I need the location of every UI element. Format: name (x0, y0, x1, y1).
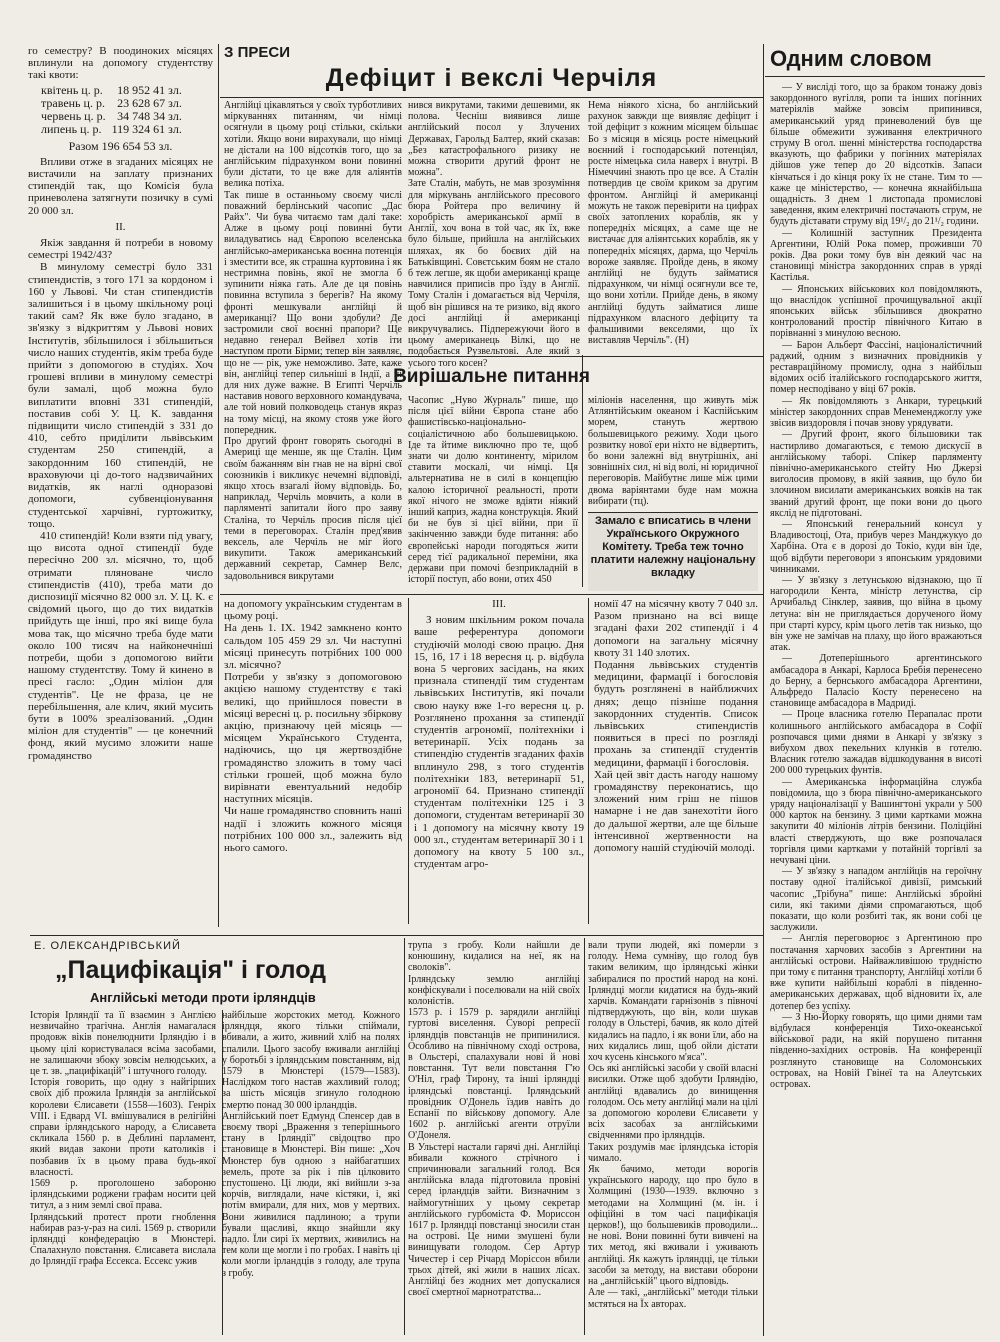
brief-item: — У висліді того, що за браком тонажу довіз закордонного вугілля, ропи та інших погінних матеріялів майже зовсім припинився, американський уряд приневолений був ще більше обмежити зуживання електричного струму В огол. шенні міністерства господарства вказують, що фабрики у погінних матеріялах дійшов уже тепер до 20 відсотків. Запаси кінчаться і до кінця року їх не стане. Тим то — каже це міністерство, — конечна якнайбільша ощадність. З днем 1 листопада промислові заведення, яким електричні постачають струм, не будуть діставати струму від 19¹/₂ до 21¹/₂ години. (770, 82, 982, 228)
quota-amount: 119 324 61 зл. (111, 121, 182, 136)
report-column-3: номії 47 на місячну квоту 7 040 зл. Разом признано на всі вище згадані фахи 202 стипендії і 4 допомоги на загальну місячну квоту 31 140 злотих. Подання львівських студентів медицини, фармації і богословія будуть розглянені в найближчих днях; дещо пізніше подання закордонних студентів. Список львівських стипендистів появиться в пресі по розгляді прохань за стипендії студентів медицини, фармації і богословія. Хай цей звіт дасть нагоду нашому громадянству переконатись, що зложений ним гріш не пішов намарне і не дав занехотіти його до дальшої жертви, але ще більше інтенсивної жертвенности на допомогу нашій студіючій молоді. (594, 598, 758, 855)
press-column-3: Нема ніякого хісна, бо англійський рахунок завжди ще виявляє дефіцит і той дефіцит з кожним місяцем більшає Бо з місяця в місяць росте німецький воєнний і господарський потенціял, росте німецька сила наверх і внутрі. В Німеччині знають про це все. А Сталін потвердив це своїм криком за другим фронтом. Англійці й американці можуть не також перевірити на цифрах своїх затоплених кораблів, як у попередніх місяцях, а саме ще не вистачає для аліянтських кораблів, як у попередніх місяцях, дарма, що Черчіль вороже заявляє. Пройде день, в якому англійці не будуть займатися підрахунком, чи німці осягнули все те, що вони хотіли. Прийде день, в якому англійці будуть займатися лише підрахунком власного дефіциту та фальшивими векселями, що їх виставляв Черчіль". (Н) (588, 100, 758, 347)
brief-item: — Як повідомляють з Анкари, турецький міністер закордонних справ Менеменджоглу уже звісив виздоровля і почав знову урядувати. (770, 395, 982, 430)
article-title: Вирішальне питання (393, 366, 590, 387)
brief-item: — Англія переговорює з Аргентиною про постачання харчових засобів з Аргентини на англійські острови. Найважливішою трудністю при тому є питання транспорту, Англійці хотіли б вже купити найбільші кораблі в південно-американських державах, щоб відновити їх, але дотепер без успіху. (770, 933, 982, 1012)
pacification-column-1: Історія Ірляндії та її взаємин з Англією незвичайно трагічна. Англія намагалася продовж віків понелюднити Ірляндію і в цьому цілі користувалася всіма засобами, не залишаючи збоку зовсім нелюдських, а це т. зв. „пацифікацій" і штучного голоду. Історія говорить, що одну з найгірших своїх діб прожила Ірляндія за англійської королеви Єлисавети (1558—1603). Генріх VIII. і Едвард VI. вмішувалися в релігійні справи ірляндського народу, а Єлисавета скликала 1560 р. в Деблині парламент, який видав закони проти католиків і позбавив їх в цьому права будь-якої власності. 1569 р. проголошено забороню ірляндськими роджени графам носити цей титул, а з ним землі свої права. Ірляндський протест проти гноблення набирав раз-у-раз на силі. 1569 р. створили ірляндці конфедерацію в Мюнстері. Спалахнуло повстання. Єлисавета вислала до Ірляндії графа Ессекса. Ессекс ужив (30, 1010, 216, 1268)
quota-total: Разом 196 654 53 зл. (68, 138, 173, 153)
column-rule (588, 598, 589, 924)
quota-month: травень ц. р. (41, 95, 105, 110)
column-rule (218, 44, 219, 927)
quota-amount: 23 628 67 зл. (117, 95, 182, 110)
quota-row (38, 110, 185, 123)
quota-row (38, 97, 185, 110)
article-title: Дефіцит і векслі Черчіля (325, 64, 658, 92)
brief-item: — У зв'язку з нападом англійців на героїчну поставу одної італійської дивізії, римський часопис „Трібуна" пише: Англійські збройні сили, які такими діями спромагаються, щоб показати, що коли розбиті так, як вони собі це заслужили. (770, 866, 982, 934)
brief-item: — Барон Альберт Фассіні, націоналістичний раджий, одним з визначних провідників у реставраційному промислу, одна з найбільш відомих осіб італійського господарського життя, помер несподівано у віці 67 років. (770, 339, 982, 396)
decisive-column-2: міліонів населення, що живуть між Атлянтійським океаном і Каспійським морем, стануть жертвою большевицького режиму. Ходи цього розвитку нової ери ніхто не відвертить, бо вони залежні від внутрішніх, ані зовнішніх сил, ні від волі, ні юридичної переговорів. Майбутнє лише між цими двома варіянтами буде нам можна вибирати (тц). (588, 395, 758, 507)
decisive-column-1: Часопис „Нуво Журналь" пише, що після цієї війни Європа стане або фашистівсько-національно-соціалістичною або большевицькою. Іде та йтиме виключно про те, щоб знати чи долю континенту, мірилом ставити москалі, чи німці. Ця альтернатива не в силі в концепцію калою історичної реальності, проти якої нічого не зможе вдіяти ніякий інший каприз, жадна конструкція. Який би не був зі цієї війни, при її закінченню завжди буде питання: або європейські народи погодяться жити серед тієї радикальної переміни, яка держави при помочі безприкладній в історії поступ, або вони, отих 450 (408, 395, 578, 586)
pacification-column-2: найбільше жорстоких метод. Кожного ірляндця, якого тільки спіймали, вбивали, а жито, живний хліб на полях спалили. Цього засобу вживали англійці у боротьбі з ірляндським повстанням, від 1579 в Мюнстері (1579—1583). Наслідком того настав жахливий голод; за шість місяців згинуло голодною смертю понад 30 000 ірландців. Англійський поет Едмунд Спенсер дав в своєму творі „Враження з теперішнього стану в Ірляндії" свідоцтво про становище в Мюнстері. Він пише: „Хоч Мюнстер був одною з найбагатших земель, проте за рік і пів цілковито спустошено. Ці люди, які вийшли з-за корчів, виглядали, наче кістяки, і, які потім вмирали, для них, мов у мертвих. Вони живилися падлиною; а трупи бували щасливі, якщо знайшли яку падло. Їли сирі їх мертвих, живились на тем коли ще могли і по гробах. І навіть ці коли могли ірландців з голоду, але трупа з гробу. (222, 1010, 400, 1279)
section-rule (220, 594, 763, 595)
paragraph: 410 стипендій! Коли взяти під увагу, що висота одної стипендії буде пересічно 200 зл. місячно, то, щоб отримати пляноване число стипендистів (410), треба мати до диспозиції місячно 82 000 зл. У. Ц. К. є свідомий цього, що до тих видатків прийдуть ще інші, про які вище була мова так, що місячно треба буде мати около 100 тисяч на найконечніші потреби, щоби з допомогою вийти нашому студентству. Тому й кинено в пресі гасло: „Один міліон для студентів". Це не фраза, це не перебільшення, але клич, який мусить бути в 100% зреалізований. „Один міліон для студентів" — це конечний фонд, який мусимо зложити наше громадянство (28, 529, 213, 762)
article-subtitle: Англійські методи проти ірляндців (90, 990, 316, 1005)
membership-notice: Замало є вписатись в члени Українського Окружного Комітету. Треба теж точно платити належну національну вкладку (588, 512, 758, 591)
brief-item: — Проце власника готелю Перапалас проти колишнього англійського амбасадора в Софії розпочався цими днями в Анкарі у зв'язку з вибухом двох пекельних клунків в готелю. Власник готелю зажадав відшкодування в висоті 200 000 турецьких фунтів. (770, 709, 982, 777)
quota-table (38, 84, 185, 136)
press-column-1: Англійці цікавляться у своїх турботливих міркуваннях питанням, чи німці осягнули в цьому році стільки, скільки хотіли. Якщо вони вирахували, що німці не дістали на 100 відсотків того, що за англійським підрахунком вони повинні були дістати, то це вже для аліянтів велика потіха. Так пише в останньому своєму числі поважний берлінський часопис „Дас Райх". Чи бува читаємо там далі таке: Алже в цьому році повинні бути виладуватись над Європою вселенська англійсько-американська воєнна потенція і зместити все, як страшна куртовина і як нестримна повінь, якої не змогла б зупинити ніяка гать. Але де ця повінь повинна вступила з берегів? На якому фронті мешкували англійці й американці? Що вони здобули? Де застромили свої воєнні прапори? Ще недавно генерал Вейвел хотів іти наступом проти Бірми; тепер він заявляє, що не — рік, уже неможливо. Зате, каже він, англійці тепер сильніші в Індії, а ні для них дуже важне. В Египті Черчіль наставив нового верховного командувача, але той новий полководець станув якраз на тому місці, на якому стояв уже його попередник. Про другий фронт говорять сьогодні в Америці ще менше, як ще Сталін. Цим своїм бажанням він гнав не на вірні свої союзників і викликує нечемні відповіді, якщо хтось взагалі йому відповідь. Бо, наприклад, Черчіль мовчить, а коли в парляменті запитали його про заяву Сталіна, то Черчіль просив після цієї теми в переговорах. Сталін пред'явив вексель, але Черчіль не міг його викупити. Також американський державний секретар, Самнер Велс, задовольнився викрутами (224, 100, 402, 582)
paragraph: Якіж завдання й потреби в новому семестрі 1942/43? (28, 237, 213, 262)
quota-month: липень ц. р. (41, 121, 102, 136)
column-rule (222, 1010, 223, 1335)
report-column-2 (414, 598, 584, 924)
section-number: II. (115, 220, 126, 233)
brief-title: Одним словом (770, 46, 932, 71)
quota-month: червень ц. р. (41, 108, 106, 123)
quota-row (38, 123, 185, 136)
quota-row (38, 84, 185, 97)
article-title: „Пацифікація" і голод (55, 956, 327, 984)
left-column (28, 45, 213, 925)
report-column-1: на допомогу українським студентам в цьому році. На день 1. IX. 1942 замкнено конто сальдом 105 459 29 зл. Чи наступні місяці принесуть потрібних 100 000 зл. місячно? Потреби у зв'язку з допомоговою акцією нашому студентству є такі великі, що прийшлося повести в місяці вересні ц. р. посильну збіркову акцію, признаючу цей місяць — місяцем Українського Студента, надіючись, що ця жертвоздібне громадянство зложить в тому часі стільки грошей, щоб можна було вирівнати евентуальний недобір наступних місяців. Чи наше громадянство сповнить наші надії і зложить кожного місяця потрібних 100 000 зл., залежить від нього самого. (224, 598, 402, 855)
intro-text: го семестру? В поодиноких місяцях вплинули на допомогу студентству такі квоти: (28, 45, 213, 82)
brief-item: — У зв'язку з летунською відзнакою, що її нагородили Кента, міністр летунства, сір Арчибальд Сінклер, заявив, що війна в цьому летуна: він не приглядається дорученого йому при старті курсу, крім цього летів так низько, що він уже не замічав на плаху, що його вражаються атак. (770, 574, 982, 654)
pacification-column-4: вали трупи людей, які померли з голоду. Нема сумніву, що голод був таким великим, що ірляндські жінки забиралися по простий народ на коні. Ірляндці могли кидатися на будь-який харчів. Командати гарнізонів з півночі підтверджують, що він, коли шукав голоду в Ольстері, бачив, як коло дітей кидались на падло, і як вони їли, або на них кидались лиш, щоб ойли дістати хоч кусень кінського м'яса". Ось які англійські засоби у своїй власні висилки. Отже щоб здобути Ірляндію, англійці вдавались до винищення голодом. Ось мету англійці мали на цілі за допомогою королеви Єлисавети у всіх засобах за англійськими свідченнями про ірляндців. Таких роздумів має ірляндська історія чимало. Як бачимо, методи ворогів українського народу, що про було в Холмщині (1930—1939. включно з методами на Холмщині (м. ін. і офіційні в том часі пацифікація церков!), що большевиків проводили... не нові. Вони повинні бути вивчені на тих метод, які вживали і уживають англійці. Як кажуть ірляндці, це тільки засоби за методу, на вистави оборони на „англійській" цього відповідь. Але — такі, „англійські" методи тільки мстяться на Їх авторах. (588, 940, 758, 1310)
column-rule (584, 938, 585, 1335)
column-rule (408, 598, 409, 924)
brief-item: — Японських військових кол повідомляють, що внаслідок успішної прочищувальної акції японських військ збільшився двократно контролований простір північного Китаю в порівнанні з минулою весною. (770, 283, 982, 340)
section-rule (30, 935, 763, 936)
paragraph: Впливи отже в згаданих місяцях не вистачили на заплату признаних стипендій так, що Комісія була приневолена затягнути позичку в сумі 20 000 зл. (28, 155, 213, 217)
headline-rule (220, 97, 763, 98)
quota-month: квітень ц. р. (41, 82, 103, 97)
brief-item: — Американська інформаційна служба повідомила, що з бюра північно-американського уряду націоналізації у Вашингтоні украли у 500 000 карток на бензину. З цими картками можна закупити 40 міліонів літрів бензини. Поліційні власті стверджують, що вже розпочалася торгівля цими картками у потайній торгівлі за нечувані ціни. (770, 776, 982, 867)
quota-amount: 18 952 41 зл. (117, 82, 182, 97)
press-column-2: нився викрутами, такими дешевими, як полова. Чесніш виявився лише англійський посол у Злучених Державах, Гарольд Балтер, який сказав: „Без катастрофального ризику не можна створити другий фронт не можна". Зате Сталін, мабуть, не мав зрозуміння для міркувань англійського пресового бюра Ройтера про величину й хоробрість американської армії в Англії, хоч вона в той час, як їх, вже було більше, прийшла на англійських шляхах, як бо боєвих дій на Батьківщині. Совєтським боям не стало б теж легше, як щоби американці краще навчилися приписів про їзду в Англії. Тому Сталін і домагається від Черчіля, щоб він рішився на те ризико, від якого досі англійці й американці викручувались. Підпережуючи його в цьому американець Вілкі, що не подобається Рузвельтові. Але який з усього того косен? (408, 100, 580, 369)
paragraph: З новим шкільним роком почала ваше референтура допомоги студіючій молоді свою працю. Дня 15, 16, 17 і 18 вересня ц. р. відбула вона 5 чергових засідань, на яких признала стипендії тим студентам львівських Інститутів, які почали свою науку вже 1-го вересня ц. р. Розглянено прохання за стипендії студентів агрономії, політехніки і ветеринарії. Усіх подань за стипендію студентів згаданих фахів вплинуло 298, з того студентів політехніки 183, ветеринарії 51, агрономії 64. Признано стипендії студентам політехніки 125 і 3 допомоги, студентам ветеринарії 30 і 1 допомогу на місячну квоту 19 000 зл., студентам ветеринарії 30 і 1 допомогу на квоту 5 100 зл., студентам агро- (414, 614, 584, 871)
paragraph: В минулому семестрі було 331 стипендистів, з того 171 за кордоном і 160 у Львові. Чи стан стипендистів залишиться і в цьому шкільному році такий сам? Як вже було згадано, в зв'язку з відкриттям у Львові нових Інститутів, збільшилося і збільшиться число наших студентів, якім треба буде прийти з допомогою в студіях. Хоч грошеві впливи в минулому семестрі були замалі, щоб можна було виплатити вповні 331 стипендій, поставив собі У. Ц. К. завдання підвищити число стипендій з 331 до 410, себто приділити львівським студентам 250 стипендій, а закордонним 160 стипендій, не враховуючи ці до-того надзвичайних видатків, як наглі одноразові допомоги, субвенціонування студентської харчівні, гуртожитку, тощо. (28, 261, 213, 530)
brief-item: — Дотеперішнього аргентинського амбасадора в Анкарі, Карлоса Бребія перенесено до Берну, а бернського амбасадора Аргентини, Альфредо Паласіо Косту перенесено на становище амбасадора в Мадриді. (770, 653, 982, 710)
brief-item: — Другий фронт, якого більшовики так настирливо домагаються, є темою дискусії в англійському таборі. Спікер парляменту північно-американського стейту Ню Джерзі виголосив промову, в якій заявив, що було би злочином висилати американських вояків на так званий другий фронт, ще поки вони до цього якслід не підготовані. (770, 429, 982, 519)
pacification-column-3: трупа з гробу. Коли найшли де конюшину, кидалися на неї, як на сволоків". Ірляндську землю англійці конфіскували і поселювали на ній своїх колоністів. 1573 р. і 1579 р. зарядили англійці гуртові виселення. Суворі репресії ірляндців повстанців не припинилися. Особливо на північному сході острова, в Ольстері, спалахували нові й нові повстання. Тут вели повстання Г'ю О'Ніл, граф Тирону, та інші ірляндці ірляндські повстанці. Ірляндський провідник О'Донель їздив навіть до Еспанії по військову допомогу. Але 1602 р. англійські агенти отруїли О'Донеля. В Ульстері настали гарячі дні. Англійці вбивали кожного стрічного і спричинювали загальний голод. Вся англійська влада підготовила провіні серед ірландців зайти. Визначним з наймогутніших у цьому секретар англійського гурбоміста Ф. Мориссон 1617 р. Ірляндці повстанці зносили стан на острові. Це ними змушені були винищувати голодом. Сер Артур Чичестер і сер Річард Моріссон вбили трьох дітей, які жили в наших лісах. Англійці без жодних мет допускалися своєї смертної марнотратства... (408, 940, 580, 1299)
section-number: III. (492, 598, 506, 610)
byline: Е. ОЛЕКСАНДРІВСЬКИЙ (34, 940, 181, 952)
column-rule (763, 44, 764, 1336)
column-rule (404, 938, 405, 1335)
section-rule (765, 76, 985, 77)
section-kicker: З ПРЕСИ (224, 44, 290, 61)
brief-item: — З Ню-Йорку говорять, що цими днями там відбулася конференція Тихо-океанської військової ради, на якій порушено питання південно-західних островів. На конференції розглянуто становище на Соломонських островах, на Новій Гвінеї та на Алеутських островах. (770, 1011, 982, 1091)
column-rule (582, 355, 583, 587)
brief-item: — Колишній заступник Президента Аргентини, Юлій Рока помер, проживши 70 років. Два роки тому був він деякий час на становищі міністра закордонних справ в уряді Кастілья. (770, 227, 982, 284)
brief-item: — Японський генеральний консул у Владивостоці, Ота, прибув через Манджукуо до Харбіна. Ота є в дорозі до Токіо, куди він їде, щоб відбути переговори з японським урядовими чинниками. (770, 518, 982, 575)
brief-column (770, 82, 982, 1337)
quota-amount: 34 748 34 зл. (117, 108, 182, 123)
